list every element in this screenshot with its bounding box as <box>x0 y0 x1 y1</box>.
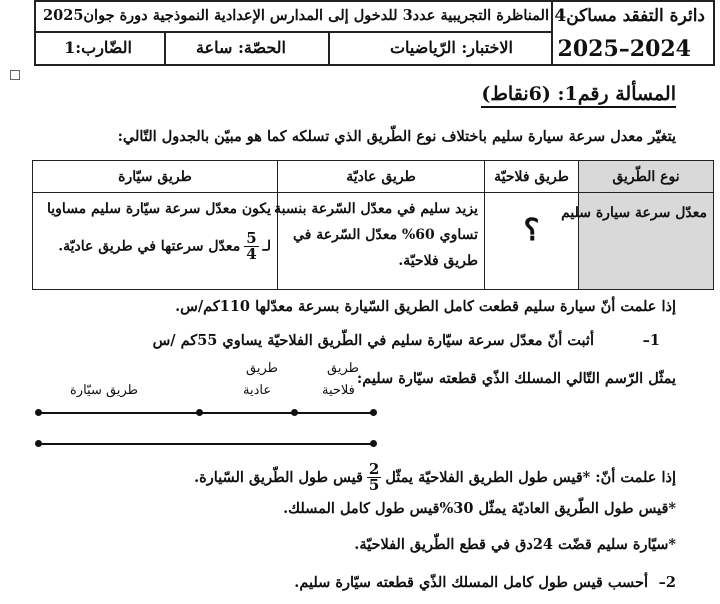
exam-title: المناظرة التجريبية عدد3 للدخول إلى المدارس الإعدادية النموذجية دورة جوان2025 <box>43 7 549 24</box>
farm-speed-unknown: ؟ <box>523 213 540 248</box>
normal-speed-line-1: يزيد سليم في معدّل السّرعة بنسبة <box>274 201 478 217</box>
table-header-farm: طريق فلاحيّة <box>485 161 578 193</box>
question-2-number: 2– <box>658 574 676 591</box>
fraction-five-quarters <box>244 231 258 262</box>
label-farm-1: طريق <box>327 361 359 376</box>
highway-prefix: لـ <box>262 238 271 255</box>
known-highway-speed: إذا علمت أنّ سيارة سليم قطعت كامل الطريق السّيارة بسرعة معدّلها 110كم/س. <box>175 298 676 315</box>
known-farm-suffix: قيس طول الطّريق السّيارة. <box>194 469 363 486</box>
fraction-denominator: 4 <box>246 245 257 263</box>
highway-speed-line-2 <box>58 231 271 262</box>
label-normal-2: عادية <box>243 383 272 398</box>
normal-speed-line-3: طريق فلاحيّة. <box>398 253 478 269</box>
table-col-farm <box>484 161 578 289</box>
coefficient-cell <box>36 33 164 64</box>
known-normal-length: *قيس طول الطّريق العاديّة يمثّل 30%قيس طول كامل المسلك. <box>283 500 676 517</box>
route-total-line <box>38 443 374 445</box>
label-farm-2: فلاحية <box>322 383 355 398</box>
route-end-point <box>370 409 377 416</box>
normal-farm-junction <box>291 409 298 416</box>
total-start-point <box>35 440 42 447</box>
highway-speed-line-1: يكون معدّل سرعة سيّارة سليم مساويا <box>47 201 271 217</box>
route-start-point <box>35 409 42 416</box>
diagram-intro: يمثّل الرّسم التّالي المسلك الذّي قطعته سيّارة سليم: <box>356 370 676 387</box>
normal-speed-line-2: تساوي 60% معدّل السّرعة في <box>292 227 478 243</box>
known-farm-prefix: إذا علمت أنّ: *قيس طول الطريق الفلاحيّة يمثّل <box>385 469 676 486</box>
fraction-numerator: 5 <box>246 229 257 247</box>
duration-text: الحصّة: ساعة <box>196 38 286 57</box>
exam-header <box>34 0 715 66</box>
fraction-two-fifths <box>367 462 381 493</box>
subject-cell <box>328 33 553 64</box>
directorate-cell <box>551 2 713 64</box>
fraction-numerator: 2 <box>368 460 380 478</box>
directorate-text: دائرة التفقد مساكن4 <box>554 6 705 26</box>
school-year: 2025–2024 <box>557 36 691 62</box>
route-segmented-line <box>38 412 374 414</box>
known-farm-length <box>194 462 676 493</box>
question-1-number: 1– <box>642 332 660 349</box>
problem-title: المسألة رقم1: (6نقاط) <box>481 83 676 108</box>
label-normal-1: طريق <box>246 361 278 376</box>
table-header-road-type: نوع الطّريق <box>579 161 713 193</box>
problem-intro: يتغيّر معدل سرعة سيارة سليم باختلاف نوع الطّريق الذي تسلكه كما هو مبيّن بالجدول التّالي: <box>117 128 676 145</box>
table-col-normal <box>274 161 484 289</box>
known-farm-time: *سيّارة سليم قضّت 24دق في قطع الطّريق الفلاحيّة. <box>354 536 676 553</box>
highway-normal-junction <box>196 409 203 416</box>
total-end-point <box>370 440 377 447</box>
coefficient-text: الضّارب:1 <box>64 38 132 57</box>
table-row-label: معدّل سرعة سيارة سليم <box>561 205 707 221</box>
table-col-road-type <box>561 161 713 289</box>
subject-text: الاختبار: الرّياضيات <box>389 38 513 57</box>
exam-title-cell <box>36 2 553 33</box>
table-header-highway: طريق سيّارة <box>33 161 277 193</box>
highway-suffix: معدّل سرعتها في طريق عاديّة. <box>58 238 241 255</box>
question-1: أثبت أنّ معدّل سرعة سيّارة سليم في الطّريق الفلاحيّة يساوي 55كم /س <box>152 332 594 349</box>
fraction-denominator: 5 <box>368 476 380 494</box>
speed-table <box>32 160 714 290</box>
question-2: أحسب قيس طول كامل المسلك الذّي قطعته سيّارة سليم. <box>294 574 648 591</box>
label-highway: طريق سيّارة <box>70 383 138 398</box>
table-col-highway <box>33 161 277 289</box>
duration-cell <box>164 33 328 64</box>
table-header-normal: طريق عاديّة <box>278 161 484 193</box>
small-square-marker <box>10 70 20 80</box>
